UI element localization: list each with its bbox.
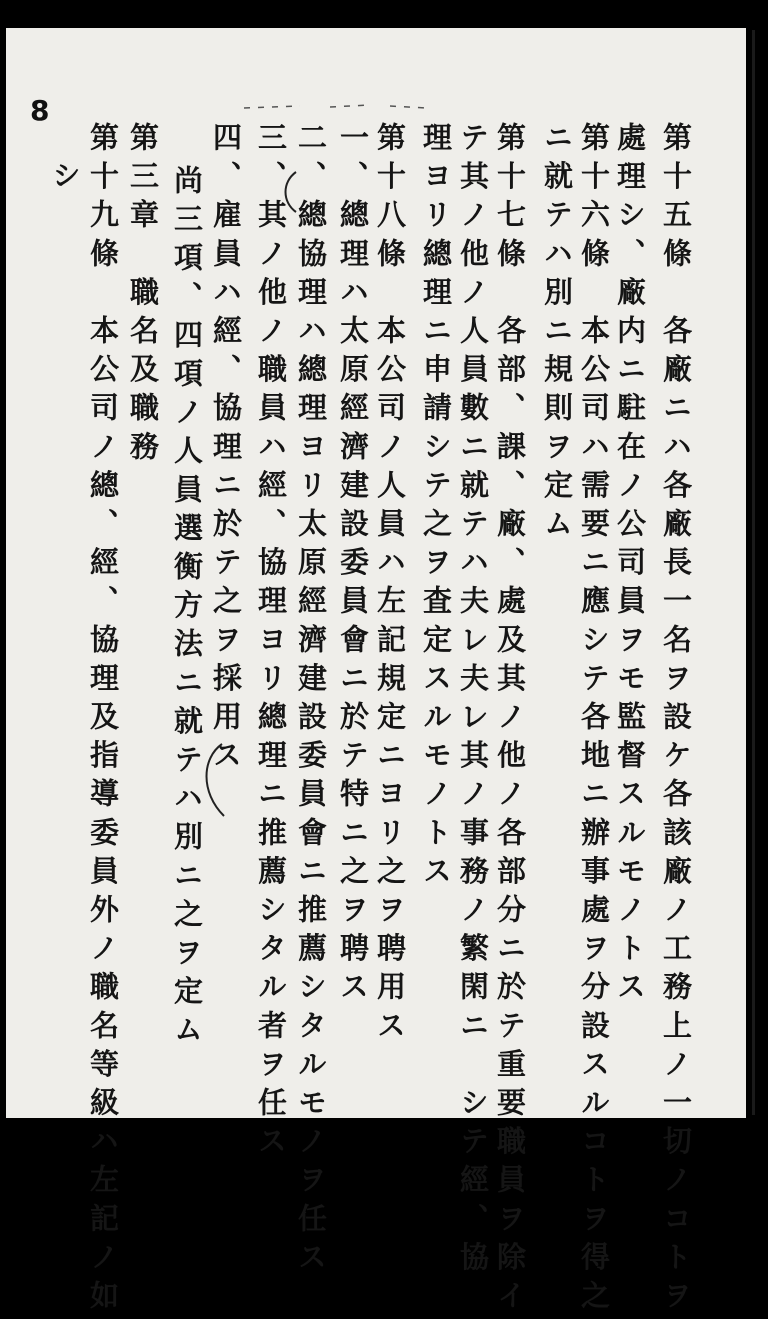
text-line-7: 理ヨリ總理ニ申請シテ之ヲ査定スルモノトス [419, 122, 453, 894]
text-line-8: 第十八條 本公司ノ人員ハ左記規定ニヨリ之ヲ聘用ス [373, 122, 407, 1049]
text-line-16: シ [48, 160, 82, 199]
text-line-4: ニ就テハ別ニ規則ヲ定ム [540, 122, 574, 547]
text-line-11: 三、其ノ他ノ職員ハ經、協理ヨリ總理ニ推薦シタル者ヲ任ス [254, 122, 288, 1165]
text-line-2: 處理シ、廠内ニ駐在ノ公司員ヲモ監督スルモノトス [613, 122, 647, 1010]
text-line-1: 第十五條 各廠ニハ各廠長一名ヲ設ケ各該廠ノ工務上ノ一切ノコトヲ [659, 122, 693, 1319]
text-line-3: 第十六條 本公司ハ需要ニ應シテ各地ニ辦事處ヲ分設スルコトヲ得之 [577, 122, 611, 1319]
text-line-9: 一、總理ハ太原經濟建設委員會ニ於テ特ニ之ヲ聘ス [336, 122, 370, 1010]
text-line-10: 二、總協理ハ總理ヨリ太原經濟建設委員會ニ推薦シタルモノヲ任ス [294, 122, 328, 1280]
pencil-paren-mark [276, 168, 302, 216]
pencil-bracket-mark [196, 740, 230, 822]
text-line-12: 四、雇員ハ經、協理ニ於テ之ヲ採用ス [209, 122, 243, 779]
page-edge-line [752, 30, 755, 1115]
text-line-5: 第十七條 各部、課、廠、處及其ノ他ノ各部分ニ於テ重要職員ヲ除イ [493, 122, 527, 1319]
text-line-15: 第十九條 本公司ノ總、經、協理及指導委員外ノ職名等級ハ左記ノ如 [86, 122, 120, 1319]
text-line-13: 尚三項、四項ノ人員選衡方法ニ就テハ別ニ之ヲ定ム [170, 165, 204, 1053]
page-number: 8 [30, 94, 50, 127]
text-line-6: テ其ノ他ノ人員數ニ就テハ夫レ夫レ其ノ事務ノ繁閑ニ シテ經、協 [456, 122, 490, 1280]
faint-pencil-stroke [240, 100, 430, 114]
text-line-14: 第三章 職名及職務 [126, 122, 160, 470]
